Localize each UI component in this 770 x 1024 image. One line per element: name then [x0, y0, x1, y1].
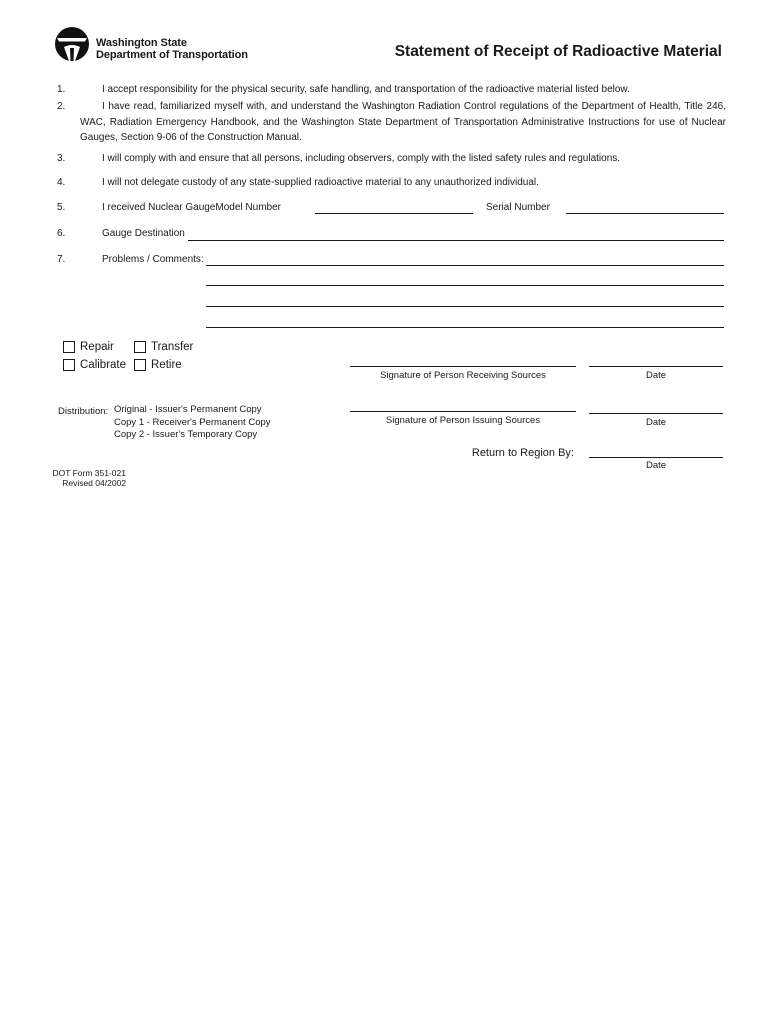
- distribution-original: Original - Issuer's Permanent Copy: [114, 404, 262, 415]
- item-7-number: 7.: [57, 254, 66, 265]
- issuing-signature-field[interactable]: [350, 411, 576, 412]
- form-number: DOT Form 351-021: [52, 468, 126, 478]
- retire-label: Retire: [151, 359, 182, 371]
- comments-line-3[interactable]: [206, 306, 724, 307]
- issuing-signature-caption: Signature of Person Issuing Sources: [385, 415, 541, 426]
- form-title: Statement of Receipt of Radioactive Material: [394, 43, 722, 60]
- org-line-1: Washington State: [96, 37, 187, 49]
- item-3-number: 3.: [57, 153, 66, 164]
- item-1-text: I accept responsibility for the physical security, safe handling, and transportation of the radioactive material listed below.: [102, 84, 630, 95]
- repair-label: Repair: [80, 341, 114, 353]
- calibrate-checkbox[interactable]: [63, 359, 75, 371]
- serial-number-label: Serial Number: [486, 202, 550, 213]
- item-2-text: I have read, familiarized myself with, and understand the Washington Radiation Control regulations of the Department of Health, Title 246, WAC, Radiation Emergency Handbook, and the Washington State Department of Transportation Administrative Instructions for use of Nuclear Gauges, Section 9-06 of the Construction Manual.: [80, 101, 726, 143]
- item-1-number: 1.: [57, 84, 66, 95]
- issuing-date-field[interactable]: [589, 413, 723, 414]
- receiving-date-field[interactable]: [589, 366, 723, 367]
- receiving-date-caption: Date: [645, 370, 667, 381]
- transfer-label: Transfer: [151, 341, 194, 353]
- item-4-number: 4.: [57, 177, 66, 188]
- item-4-text: I will not delegate custody of any state-supplied radioactive material to any unauthorized individual.: [102, 177, 539, 188]
- receiving-signature-caption: Signature of Person Receiving Sources: [380, 370, 546, 381]
- return-date-caption: Date: [645, 460, 667, 471]
- distribution-copy-1: Copy 1 - Receiver's Permanent Copy: [114, 416, 271, 428]
- model-number-field[interactable]: [315, 213, 473, 214]
- issuing-date-caption: Date: [645, 417, 667, 428]
- transfer-checkbox[interactable]: [134, 341, 146, 353]
- model-number-label: I received Nuclear GaugeModel Number: [102, 202, 281, 213]
- serial-number-field[interactable]: [566, 213, 724, 214]
- calibrate-label: Calibrate: [80, 359, 127, 371]
- form-revised: Revised 04/2002: [62, 478, 126, 488]
- distribution-copy-2: Copy 2 - Issuer's Temporary Copy: [114, 429, 258, 440]
- comments-line-4[interactable]: [206, 327, 724, 328]
- item-3-text: I will comply with and ensure that all persons, including observers, comply with the listed safety rules and regulations.: [102, 153, 621, 164]
- comments-label: Problems / Comments:: [102, 254, 204, 265]
- item-6-number: 6.: [57, 228, 66, 239]
- return-to-region-label: Return to Region By:: [471, 447, 574, 459]
- org-line-2: Department of Transportation: [96, 49, 248, 61]
- retire-checkbox[interactable]: [134, 359, 146, 371]
- gauge-destination-label: Gauge Destination: [102, 228, 185, 239]
- repair-checkbox[interactable]: [63, 341, 75, 353]
- comments-line-2[interactable]: [206, 285, 724, 286]
- comments-line-1[interactable]: [206, 265, 724, 266]
- return-date-field[interactable]: [589, 457, 723, 458]
- form-footer: [30, 468, 126, 488]
- receiving-signature-field[interactable]: [350, 366, 576, 367]
- item-5-number: 5.: [57, 202, 66, 213]
- gauge-destination-field[interactable]: [188, 240, 724, 241]
- distribution-list: [114, 404, 271, 442]
- distribution-label: Distribution:: [58, 406, 109, 417]
- item-2-number: 2.: [57, 101, 66, 112]
